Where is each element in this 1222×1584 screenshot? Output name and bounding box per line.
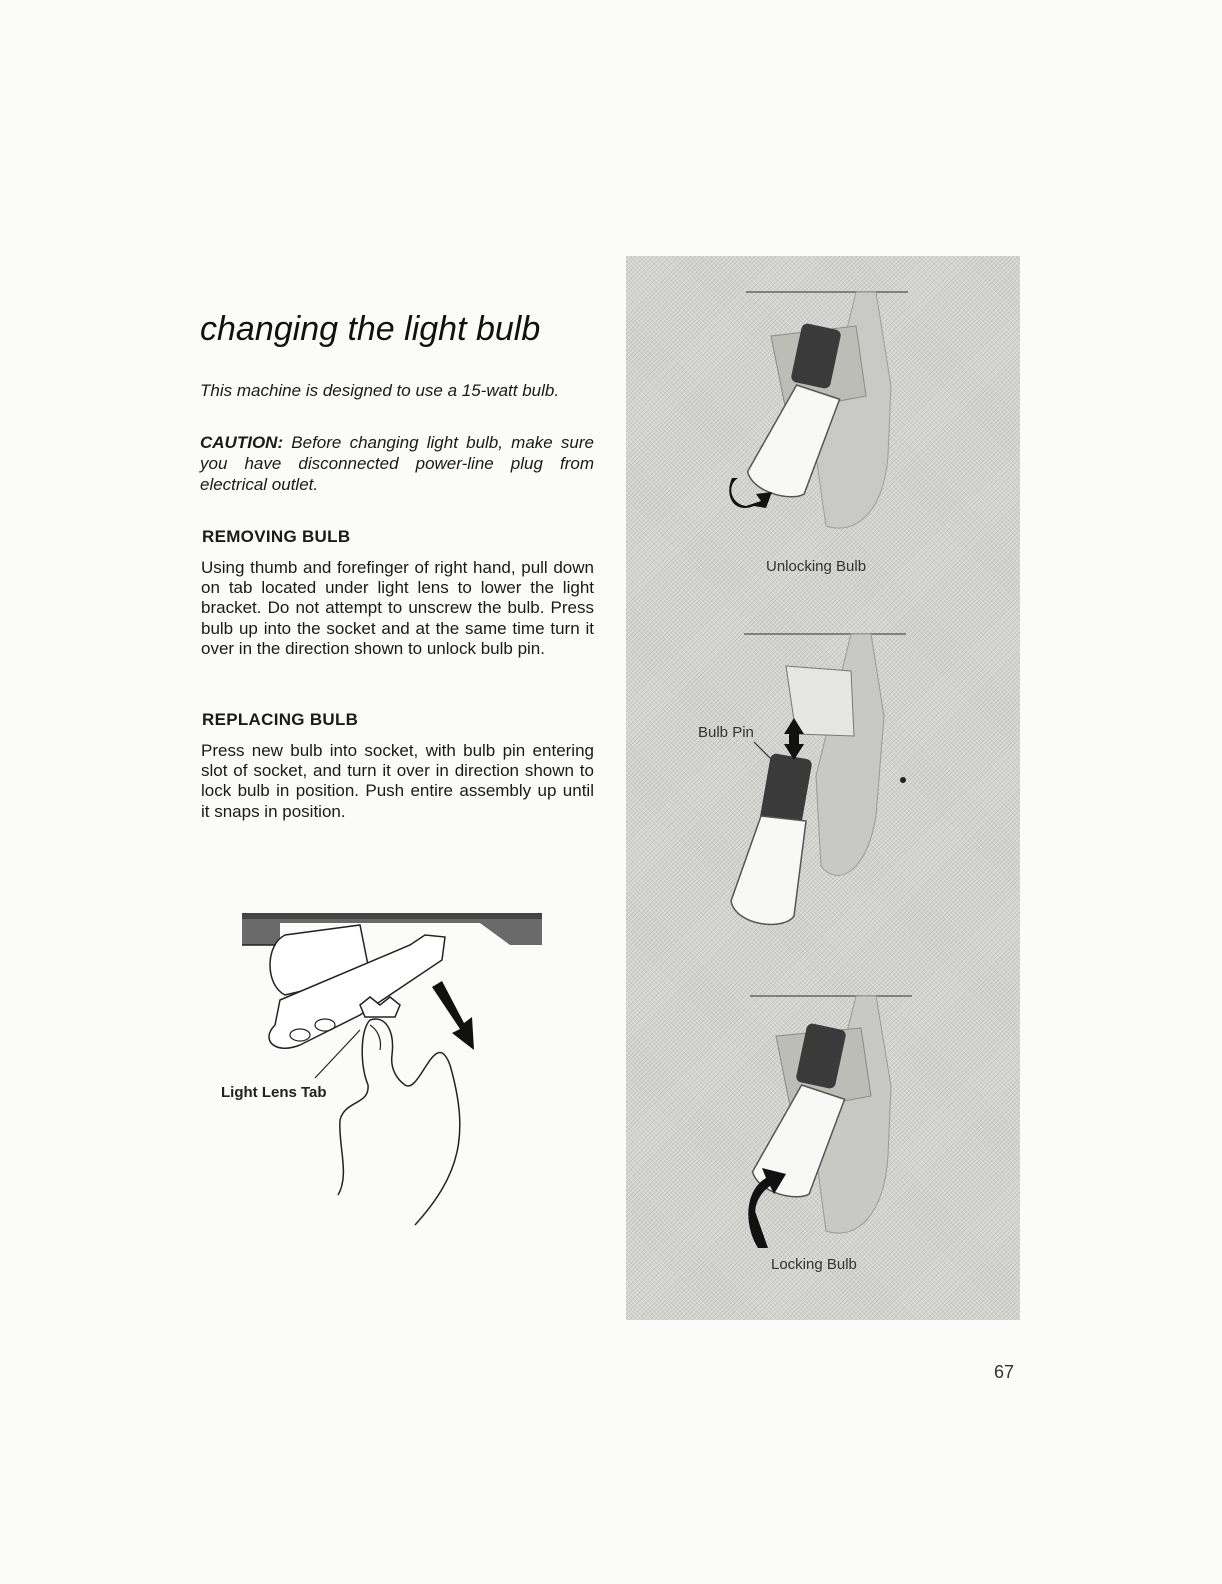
- light-lens-tab-label: Light Lens Tab: [221, 1084, 327, 1101]
- replacing-bulb-heading: REPLACING BULB: [202, 710, 359, 729]
- locking-bulb-caption: Locking Bulb: [771, 1256, 857, 1273]
- replacing-bulb-text: Press new bulb into socket, with bulb pin entering slot of socket, and turn it over in direction shown to lock bulb in position. Push entire assembly up until it snaps in position.: [201, 741, 594, 821]
- lock-rotate-arrow-icon: [748, 1168, 786, 1248]
- caution-paragraph: [200, 432, 594, 495]
- intro-text: This machine is designed to use a 15-watt bulb.: [200, 381, 560, 400]
- removing-bulb-heading: REMOVING BULB: [202, 527, 351, 546]
- pull-down-arrow-icon: [432, 981, 474, 1050]
- unlocking-bulb-caption: Unlocking Bulb: [766, 558, 867, 575]
- unlocking-bulb-figure: [729, 292, 908, 528]
- page-title: changing the light bulb: [200, 310, 541, 348]
- label-leader-line: [315, 1030, 360, 1078]
- page-number: 67: [994, 1362, 1015, 1382]
- bulb-photo-panel: [626, 256, 1020, 1320]
- bulb-pin-label: Bulb Pin: [698, 724, 754, 741]
- removing-bulb-text: Using thumb and forefinger of right hand, pull down on tab located under light lens to lower the light bracket. Do not attempt to unscrew the bulb. Press bulb up into the socket and at the same time turn it over in the direction shown to unlock bulb pin.: [201, 558, 594, 658]
- caution-label: CAUTION:: [200, 433, 284, 452]
- bulb-pin-figure: [731, 634, 906, 924]
- locking-bulb-figure: [748, 996, 912, 1248]
- bulb-photos: [626, 256, 1020, 1320]
- hand-icon: [338, 1019, 460, 1225]
- light-lens-tab-illustration: [220, 905, 550, 1235]
- caution-text: Before changing light bulb, make sure you have disconnected power-line plug from electrical outlet.: [200, 433, 594, 494]
- machine-edge: [242, 913, 542, 919]
- bulb-pin-leader: [754, 742, 774, 762]
